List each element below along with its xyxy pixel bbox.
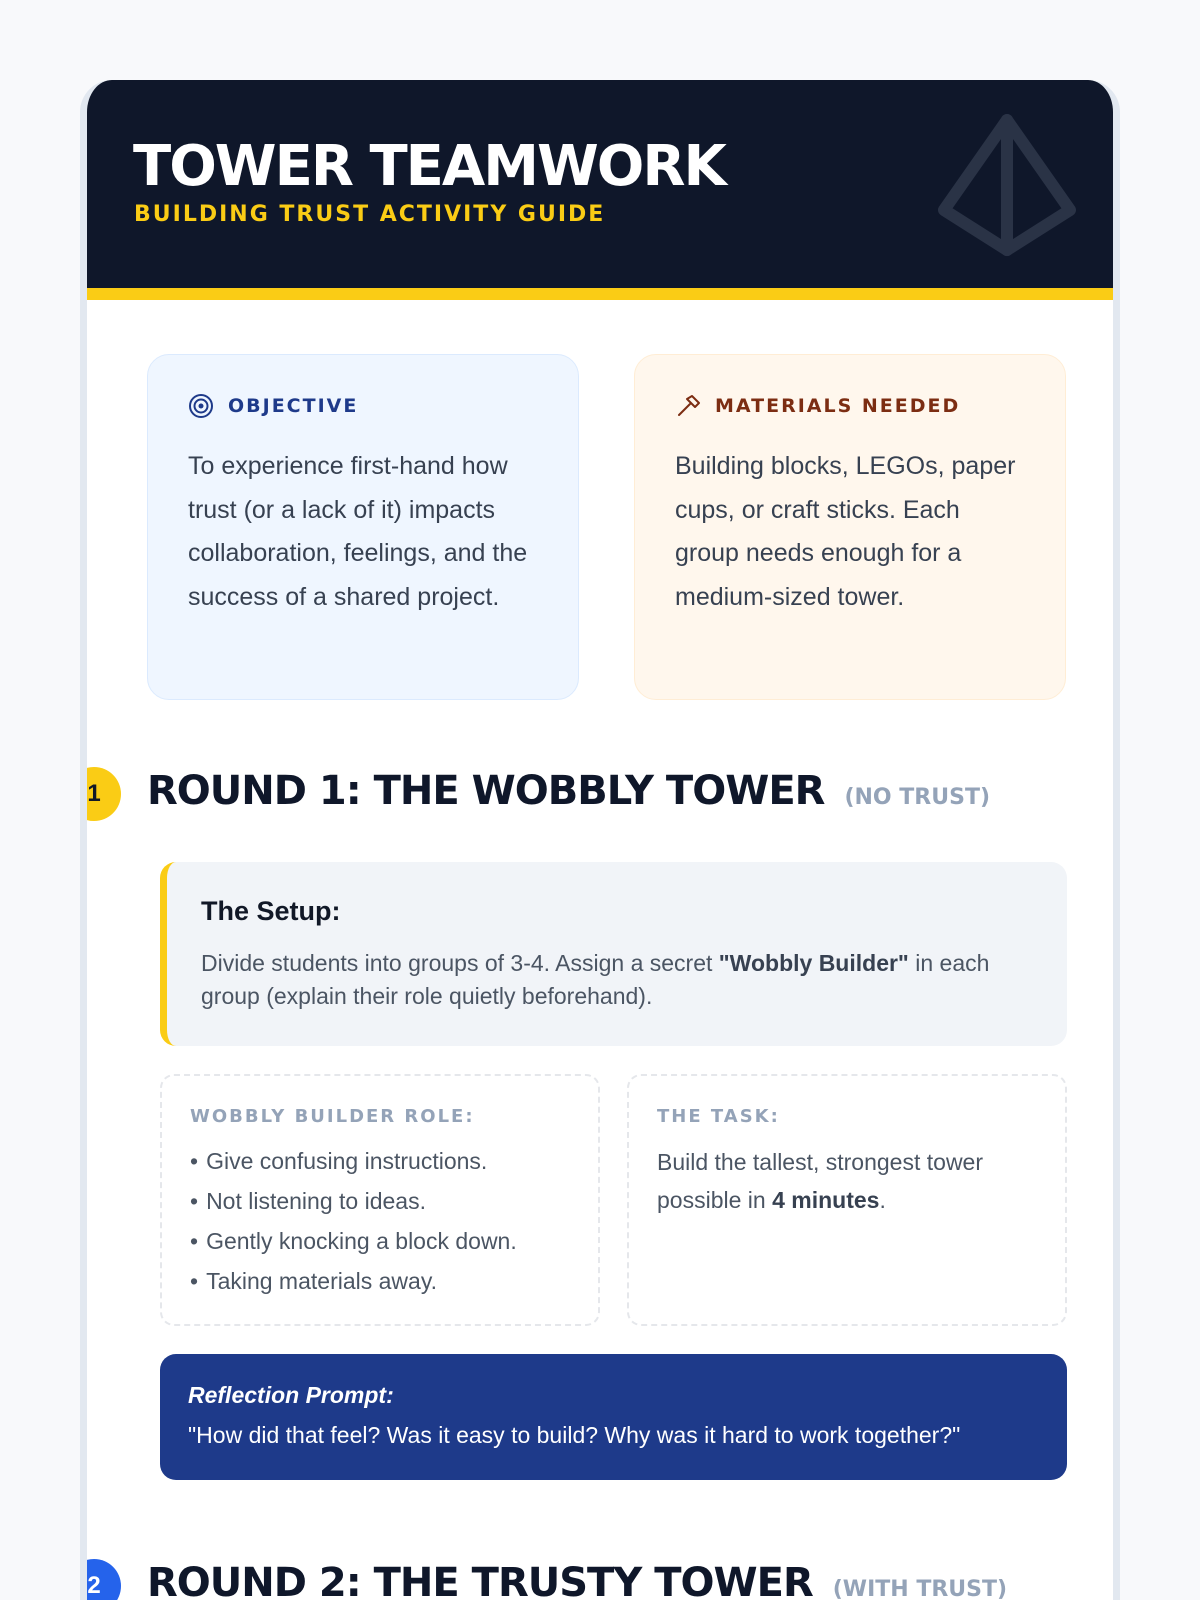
list-item: • Give confusing instructions. <box>190 1141 570 1181</box>
round-2-badge: 2 <box>80 1559 121 1600</box>
round-2-title <box>147 1560 1007 1600</box>
materials-text: Building blocks, LEGOs, paper cups, or craft sticks. Each group needs enough for a medium-sized tower. <box>675 452 1016 611</box>
page-subtitle: BUILDING TRUST ACTIVITY GUIDE <box>134 202 606 227</box>
task-label: THE TASK: <box>657 1106 780 1127</box>
target-icon <box>188 393 214 419</box>
setup-text: Divide students into groups of 3-4. Assign a secret "Wobbly Builder" in each group (explain their role quietly beforehand). <box>201 950 990 1009</box>
reflection-prompt-box <box>160 1354 1067 1480</box>
setup-title: The Setup: <box>201 896 341 926</box>
page-title: TOWER TEAMWORK <box>133 134 725 199</box>
hammer-icon <box>675 393 701 419</box>
round-2-heading: ROUND 2: THE TRUSTY TOWER <box>147 1560 813 1600</box>
time-limit: 4 minutes <box>772 1187 880 1213</box>
list-item: • Taking materials away. <box>190 1261 570 1301</box>
role-label: WOBBLY BUILDER ROLE: <box>190 1106 475 1127</box>
round-1-badge: 1 <box>80 767 121 821</box>
activity-card <box>80 80 1120 1600</box>
materials-label: MATERIALS NEEDED <box>715 395 961 417</box>
round-1-tag: (NO TRUST) <box>844 785 990 810</box>
materials-box <box>634 354 1066 700</box>
objective-text: To experience first-hand how trust (or a lack of it) impacts collaboration, feelings, and the success of a shared project. <box>188 452 528 611</box>
header <box>80 80 1120 300</box>
round-2-tag: (WITH TRUST) <box>832 1577 1008 1600</box>
round-1-heading: ROUND 1: THE WOBBLY TOWER <box>147 768 825 814</box>
round-1-title <box>147 768 990 814</box>
role-list <box>190 1141 570 1301</box>
list-item: • Gently knocking a block down. <box>190 1221 570 1261</box>
reflection-title: Reflection Prompt: <box>188 1382 394 1408</box>
pyramid-icon <box>932 110 1082 260</box>
list-item: • Not listening to ideas. <box>190 1181 570 1221</box>
wobbly-builder-emphasis: "Wobbly Builder" <box>718 950 909 976</box>
task-box <box>627 1074 1067 1326</box>
objective-label: OBJECTIVE <box>228 395 359 417</box>
objective-box <box>147 354 579 700</box>
setup-box <box>160 862 1067 1046</box>
task-text: Build the tallest, strongest tower possible in 4 minutes. <box>657 1149 983 1213</box>
reflection-text: "How did that feel? Was it easy to build? Why was it hard to work together?" <box>188 1422 961 1448</box>
wobbly-builder-role-box <box>160 1074 600 1326</box>
